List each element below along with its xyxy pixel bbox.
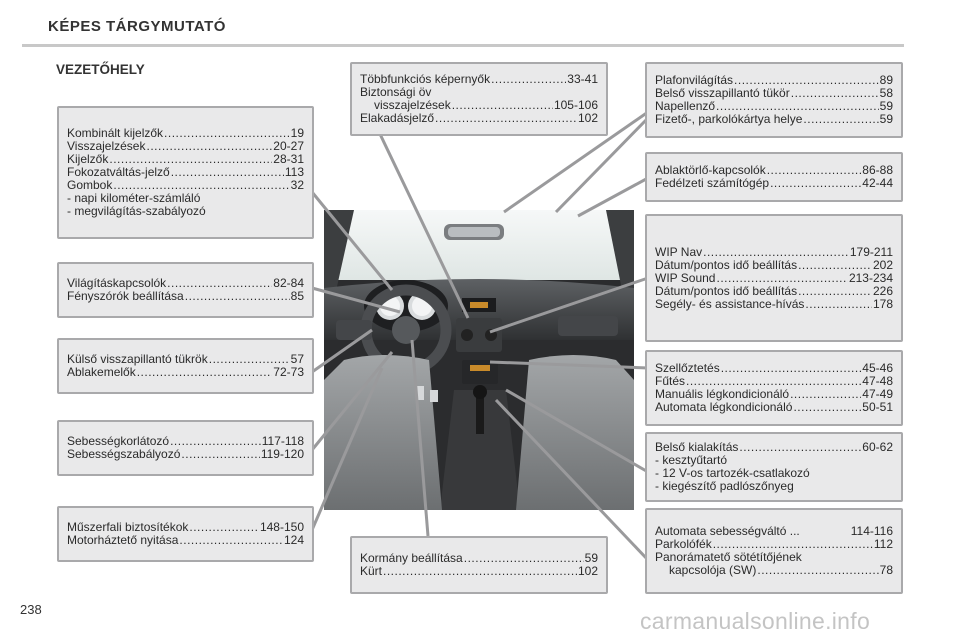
entry-label: WIP Sound	[655, 270, 716, 285]
sub-item: - 12 V-os tartozék-csatlakozó	[655, 466, 810, 480]
entry-page: 124	[283, 533, 304, 547]
dot-leader	[805, 298, 872, 311]
entry-page: 78	[879, 563, 893, 577]
entry-label: visszajelzések	[374, 98, 451, 112]
entry-page: 50-51	[862, 400, 893, 414]
box-multi	[350, 62, 608, 136]
index-entry	[655, 298, 893, 311]
entry-page: 112	[873, 537, 893, 551]
entry-label: Fokozatváltás-jelző	[67, 165, 170, 179]
box-nav	[645, 214, 903, 342]
entry-label: Ablaktörlő-kapcsolók	[655, 163, 766, 177]
entry-page: 113	[284, 165, 304, 179]
dot-leader	[137, 366, 273, 379]
entry-label: Dátum/pontos idő beállítás	[655, 257, 798, 272]
dot-leader	[770, 177, 861, 190]
box-mirrors	[57, 338, 314, 394]
entry-page: 45-46	[862, 361, 893, 375]
entry-label: Szellőztetés	[655, 361, 720, 375]
index-entry	[655, 564, 893, 577]
box-steering	[350, 536, 608, 594]
entry-page: 19	[290, 126, 304, 140]
entry-page: 59	[584, 551, 598, 565]
entry-label: Plafonvilágítás	[655, 73, 734, 87]
dot-leader	[703, 246, 849, 259]
index-entry	[655, 177, 893, 190]
belt-label: Biztonsági öv	[360, 85, 432, 99]
entry-page: 213-234	[848, 270, 893, 285]
box-interior	[645, 432, 903, 502]
dot-leader	[793, 401, 861, 414]
dot-leader	[790, 388, 861, 401]
entry-page: 179-211	[849, 244, 893, 259]
entry-page: 57	[290, 352, 304, 366]
page-number: 238	[20, 602, 42, 617]
entry-label: Fizető-, parkolókártya helye	[655, 112, 803, 126]
entry-label: Belső visszapillantó tükör	[655, 86, 790, 100]
box-climate	[645, 350, 903, 426]
entry-page: 32	[290, 178, 304, 192]
sub-item: - napi kilométer-számláló	[67, 191, 201, 205]
entry-label: Motorháztető nyitása	[67, 533, 179, 547]
index-entry	[67, 534, 304, 547]
entry-page: 226	[872, 283, 893, 298]
index-entry	[655, 246, 893, 259]
dot-leader	[464, 552, 584, 565]
index-entry	[655, 285, 893, 298]
entry-label: kapcsolója (SW)	[669, 563, 757, 577]
dot-leader	[491, 73, 566, 86]
dot-leader	[791, 87, 879, 100]
entry-label: Kijelzők	[67, 152, 109, 166]
index-entry	[655, 401, 893, 414]
dot-leader	[189, 521, 259, 534]
entry-label: Manuális légkondicionáló	[655, 387, 790, 401]
dot-leader	[739, 441, 861, 454]
entry-page: 42-44	[862, 176, 893, 190]
sub-item: - kesztyűtartó	[655, 453, 728, 467]
entry-label: Napellenző	[655, 99, 716, 113]
index-entry	[655, 113, 893, 126]
entry-label: WIP Nav	[655, 244, 703, 259]
dashboard-photo	[324, 210, 634, 510]
entry-label: Automata légkondicionáló	[655, 400, 793, 414]
entry-page: 202	[872, 257, 893, 272]
entry-label: Sebességkorlátozó	[67, 434, 170, 448]
box-wipers	[645, 152, 903, 202]
entry-page: 117-118	[261, 434, 304, 448]
entry-label: Kormány beállítása	[360, 551, 463, 565]
entry-label: Fűtés	[655, 374, 686, 388]
entry-label: Elakadásjelző	[360, 111, 435, 125]
dot-leader	[170, 435, 261, 448]
entry-page: 20-27	[273, 139, 304, 153]
box-ceiling	[645, 62, 903, 138]
index-entry	[655, 362, 893, 375]
entry-page: 114-116	[850, 524, 893, 538]
dot-leader	[146, 140, 272, 153]
watermark: carmanualsonline.info	[640, 608, 871, 634]
entry-page: 85	[290, 289, 304, 303]
dot-leader	[716, 272, 847, 285]
entry-label: Automata sebességváltó ...	[655, 524, 800, 538]
entry-page: 47-48	[862, 374, 893, 388]
entry-label: Kürt	[360, 564, 383, 578]
entry-page: 60-62	[862, 440, 893, 454]
entry-page: 58	[879, 86, 893, 100]
entry-page: 102	[577, 111, 598, 125]
dot-leader	[435, 112, 577, 125]
entry-label: Sebességszabályozó	[67, 447, 181, 461]
dot-leader	[179, 534, 283, 547]
entry-label: Parkolófék	[655, 537, 712, 551]
box-lights	[57, 262, 314, 318]
entry-label: Segély- és assistance-hívás	[655, 296, 805, 311]
entry-page: 59	[879, 99, 893, 113]
index-entry	[67, 366, 304, 379]
dot-leader	[171, 166, 284, 179]
entry-page: 89	[879, 73, 893, 87]
index-entry	[655, 259, 893, 272]
entry-label: Gombok	[67, 178, 113, 192]
dot-leader	[181, 448, 259, 461]
entry-page: 119-120	[260, 447, 304, 461]
dot-leader	[798, 259, 872, 272]
box-fuses	[57, 506, 314, 562]
index-entry	[67, 290, 304, 303]
entry-label: Külső visszapillantó tükrök	[67, 352, 208, 366]
dot-leader	[452, 99, 553, 112]
entry-page: 47-49	[862, 387, 893, 401]
dot-leader	[383, 565, 577, 578]
dot-leader	[803, 113, 878, 126]
index-entry	[360, 565, 598, 578]
entry-label: Fényszórók beállítása	[67, 289, 184, 303]
entry-label: Belső kialakítás	[655, 440, 739, 454]
sub-item: - megvilágítás-szabályozó	[67, 204, 206, 218]
entry-page: 102	[577, 564, 598, 578]
dot-leader	[798, 285, 872, 298]
entry-page: 33-41	[567, 72, 598, 86]
index-entry	[655, 272, 893, 285]
index-entry	[67, 448, 304, 461]
entry-label: Műszerfali biztosítékok	[67, 520, 189, 534]
box-instruments	[57, 106, 314, 239]
dot-leader	[757, 564, 878, 577]
entry-label: Panorámatető sötétítőjének	[655, 550, 802, 564]
sub-item: - kiegészítő padlószőnyeg	[655, 479, 794, 493]
entry-page: 148-150	[259, 520, 304, 534]
entry-label: Fedélzeti számítógép	[655, 176, 770, 190]
box-speed	[57, 420, 314, 476]
entry-page: 178	[872, 296, 893, 311]
section-title: VEZETŐHELY	[56, 62, 145, 77]
dot-leader	[164, 127, 290, 140]
entry-label: Dátum/pontos idő beállítás	[655, 283, 798, 298]
entry-label: Kombinált kijelzők	[67, 126, 164, 140]
box-gearbox	[645, 508, 903, 594]
entry-page: 105-106	[553, 98, 598, 112]
entry-page: 72-73	[273, 365, 304, 379]
entry-page: 86-88	[862, 163, 893, 177]
dot-leader	[767, 164, 862, 177]
index-entry	[360, 552, 598, 565]
entry-page: 28-31	[273, 152, 304, 166]
page-header: KÉPES TÁRGYMUTATÓ	[48, 18, 226, 35]
entry-page: 82-84	[273, 276, 304, 290]
entry-label: Visszajelzések	[67, 139, 146, 153]
dashboard-illustration	[324, 210, 634, 510]
index-entry	[360, 112, 598, 125]
entry-label: Világításkapcsolók	[67, 276, 167, 290]
entry-label: Ablakemelők	[67, 365, 136, 379]
header-rule	[22, 44, 904, 47]
entry-label: Többfunkciós képernyők	[360, 72, 491, 86]
entry-page: 59	[879, 112, 893, 126]
dot-leader	[185, 290, 290, 303]
dot-leader	[721, 362, 862, 375]
